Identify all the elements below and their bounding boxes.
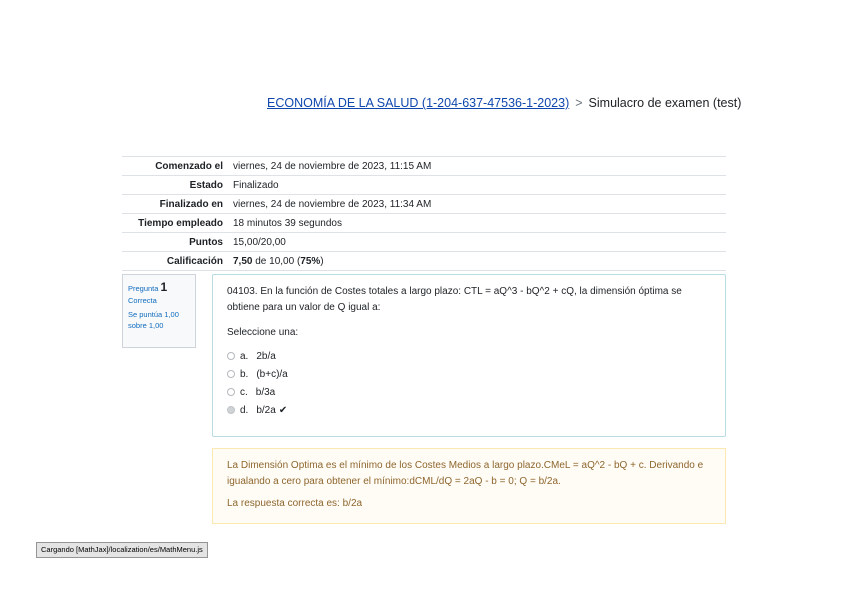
summary-label: Finalizado en bbox=[159, 198, 223, 210]
summary-label: Calificación bbox=[166, 255, 223, 267]
grade-percent: 75% bbox=[300, 255, 321, 267]
grade-total: de 10,00 ( bbox=[252, 255, 301, 267]
attempt-summary-table bbox=[122, 156, 726, 271]
answer-option-b[interactable] bbox=[227, 365, 711, 383]
summary-row-started bbox=[122, 157, 726, 176]
summary-row-finished bbox=[122, 195, 726, 214]
summary-row-state bbox=[122, 176, 726, 195]
summary-value: Finalizado bbox=[233, 179, 279, 191]
summary-label: Estado bbox=[189, 179, 223, 191]
summary-value: viernes, 24 de noviembre de 2023, 11:34 AM bbox=[233, 198, 432, 210]
option-letter: d. bbox=[240, 404, 249, 416]
checkmark-icon: ✔ bbox=[278, 404, 288, 416]
question-info-panel bbox=[122, 274, 196, 348]
answer-option-c[interactable] bbox=[227, 383, 711, 401]
option-letter: c. bbox=[240, 386, 248, 398]
option-text: (b+c)/a bbox=[256, 368, 288, 380]
answer-option-a[interactable] bbox=[227, 347, 711, 365]
summary-row-grade bbox=[122, 252, 726, 271]
question-formulation bbox=[212, 274, 726, 437]
summary-label: Puntos bbox=[189, 236, 223, 248]
answer-prompt: Seleccione una: bbox=[227, 327, 299, 338]
question-number bbox=[128, 279, 190, 296]
breadcrumb-separator: > bbox=[575, 96, 583, 110]
radio-button-selected[interactable] bbox=[227, 406, 235, 414]
right-answer: La respuesta correcta es: b/2a bbox=[227, 498, 363, 509]
radio-button[interactable] bbox=[227, 352, 235, 360]
summary-value: 15,00/20,00 bbox=[233, 236, 286, 248]
answer-option-d[interactable] bbox=[227, 401, 711, 419]
summary-value bbox=[227, 252, 726, 271]
option-letter: a. bbox=[240, 350, 249, 362]
summary-row-marks bbox=[122, 233, 726, 252]
option-letter: b. bbox=[240, 368, 249, 380]
radio-button[interactable] bbox=[227, 388, 235, 396]
option-text: b/3a bbox=[255, 386, 276, 398]
question-feedback bbox=[212, 448, 726, 524]
breadcrumb-course-link[interactable]: ECONOMÍA DE LA SALUD (1-204-637-47536-1-2023) bbox=[267, 96, 570, 110]
breadcrumb-current-page: Simulacro de examen (test) bbox=[588, 96, 742, 110]
question-label: Pregunta bbox=[128, 284, 159, 293]
grade-value: 7,50 bbox=[233, 255, 253, 267]
summary-row-time-taken bbox=[122, 214, 726, 233]
breadcrumb bbox=[267, 96, 741, 110]
grade-close: ) bbox=[320, 255, 324, 267]
status-bar: Cargando [MathJax]/localization/es/MathMenu.js bbox=[36, 542, 208, 558]
summary-value: viernes, 24 de noviembre de 2023, 11:15 AM bbox=[233, 160, 432, 172]
option-text: b/2a bbox=[256, 404, 276, 416]
question-number-value: 1 bbox=[160, 280, 168, 294]
summary-label: Comenzado el bbox=[155, 160, 223, 172]
option-text: 2b/a bbox=[256, 350, 276, 362]
summary-value: 18 minutos 39 segundos bbox=[233, 217, 342, 229]
radio-button[interactable] bbox=[227, 370, 235, 378]
general-feedback: La Dimensión Optima es el mínimo de los Costes Medios a largo plazo.CMeL = aQ^2 - bQ + c. Derivando e igualando a cero para obtener el mínimo:dCML/dQ = 2aQ - b = 0; Q = b/2a. bbox=[227, 460, 704, 487]
question-grade: Se puntúa 1,00 sobre 1,00 bbox=[128, 310, 179, 331]
summary-label: Tiempo empleado bbox=[138, 217, 223, 229]
answer-options bbox=[227, 347, 711, 419]
question-text: 04103. En la función de Costes totales a largo plazo: CTL = aQ^3 - bQ^2 + cQ, la dimensión óptima se obtiene para un valor de Q igual a: bbox=[227, 286, 682, 313]
question-state: Correcta bbox=[128, 296, 157, 306]
